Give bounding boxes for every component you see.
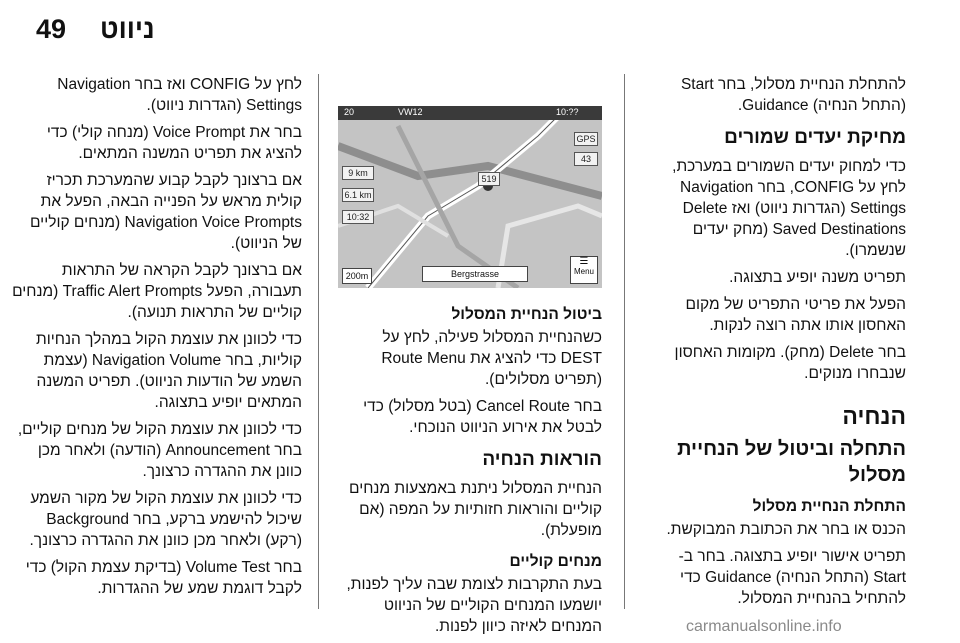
delete-paragraph-3: הפעל את פריטי התפריט של מקום האחסון אותו אתה רוצה לנקות. [685, 296, 906, 334]
gps-button: GPS [574, 132, 598, 146]
left-paragraph-7: כדי לכוונן את עוצמת הקול של מקור השמע שיכול להישמע ברקע, בחר Background (רקע) ולאחר מכן כוונן את ההגדרה כרצונך. [29, 490, 302, 549]
menu-icon: ☰ [579, 256, 589, 267]
page-header [0, 0, 960, 64]
guidance-section-title: הוראות הנחיה [482, 449, 602, 470]
guidance-paragraph: הנחיית המסלול ניתנת באמצעות מנחים קוליים והוראות חזותיות על המפה (אם מופעלת). [349, 480, 602, 539]
left-paragraph-5: כדי לכוונן את עוצמת הקול במהלך הנחיות קוליות, בחר Navigation Volume (עצמת השמע של הודעות הניווט). תפריט המשנה המתאים יופיע בתצוגה. [36, 331, 302, 411]
map-scale: 200m [342, 268, 372, 284]
chapter-header-title: ניווט [100, 14, 155, 44]
cancel-paragraph-2: בחר Cancel Route (בטל מסלול) כדי לבטל את אירוע הניווט הנוכחי. [363, 398, 602, 436]
left-paragraph-8: בחר Volume Test (בדיקת עצמת הקול) כדי לקבל דוגמת שמע של ההגדרות. [25, 559, 302, 597]
screen-label-1: 20 [344, 107, 355, 117]
left-paragraph-2: בחר את Voice Prompt (מנחה קולי) כדי להציג את תפריט המשנה המתאים. [46, 124, 302, 162]
map-drawing [338, 106, 602, 288]
speed-button: 43 [574, 152, 598, 166]
start-guidance-title: התחלת הנחיית מסלול [752, 498, 906, 515]
left-paragraph-3: אם ברצונך לקבל קבוע שהמערכת תכריז קולית מראש על הפנייה הבאה, הפעל את Navigation Voice Prompts (מנחים קוליים של הניווט). [29, 172, 302, 252]
watermark: carmanualsonline.info [686, 618, 842, 635]
column-divider-right [624, 74, 625, 609]
page-number: 49 [36, 14, 67, 44]
distance-box-c: 10:32 [342, 210, 374, 224]
menu-label: Menu [573, 267, 594, 276]
left-paragraph-4: אם ברצונך לקבל הקראה של התראות תעבורה, הפעל Traffic Alert Prompts (מנחים קוליים של התראות תנועה). [12, 262, 302, 321]
chapter-title: הנחיה [842, 403, 906, 429]
screen-label-2: VW12 [398, 107, 423, 117]
delete-paragraph-2: תפריט משנה יופיע בתצוגה. [729, 269, 906, 286]
cancel-paragraph-1: כשהנחיית המסלול פעילה, לחץ על DEST כדי להציג את Route Menu (תפריט מסלולים). [381, 329, 602, 388]
column-divider-left [318, 74, 319, 609]
middle-column [338, 300, 602, 643]
start-paragraph-1: הכנס או בחר את הכתובת המבוקשת. [666, 521, 906, 538]
screen-time: 10:?? [556, 107, 579, 117]
delete-section-title: מחיקת יעדים שמורים [724, 127, 906, 148]
left-column [10, 74, 302, 605]
chapter-subtitle: התחלה וביטול של הנחיית מסלול [677, 438, 906, 486]
street-name: Bergstrasse [422, 266, 528, 282]
voice-paragraph: בעת התקרבות לצומת שבה עליך לפנות, יושמעו המנחים הקוליים של הניווט המנחים לאיזה כיוון לפנות. [346, 576, 602, 635]
cancel-guidance-title: ביטול הנחיית המסלול [451, 306, 602, 323]
left-paragraph-6: כדי לכוונן את עוצמת הקול של מנחים קוליים, בחר Announcement (הודעה) ולאחר מכן כוונן את ההגדרה כרצונך. [17, 421, 302, 480]
start-paragraph-2: תפריט אישור יופיע בתצוגה. בחר ב-Start (התחל הנחיה) Guidance כדי להתחיל בהנחיית המסלול. [678, 548, 906, 607]
left-paragraph-1: לחץ על CONFIG ואז בחר Navigation Settings (הגדרות ניווט). [57, 76, 302, 114]
menu-button [570, 256, 598, 284]
distance-box-b: 6.1 km [342, 188, 374, 202]
route-number-badge: 519 [478, 172, 500, 186]
delete-paragraph-4: בחר Delete (מחק). מקומות האחסון שנבחרו מנוקים. [674, 344, 906, 382]
delete-paragraph-1: כדי למחוק יעדים השמורים במערכת, לחץ על CONFIG, בחר Navigation Settings (הגדרות ניווט) ואז Delete Saved Destinations (מחק יעדים שנשמרו). [672, 158, 906, 259]
distance-box-a: 9 km [342, 166, 374, 180]
screen-status-bar [338, 106, 602, 120]
intro-paragraph: להתחלת הנחיית מסלול, בחר Start (התחל הנחיה) Guidance. [680, 76, 906, 114]
right-column [648, 74, 906, 615]
voice-prompts-title: מנחים קוליים [509, 553, 602, 570]
navigation-screen-image [338, 106, 602, 288]
